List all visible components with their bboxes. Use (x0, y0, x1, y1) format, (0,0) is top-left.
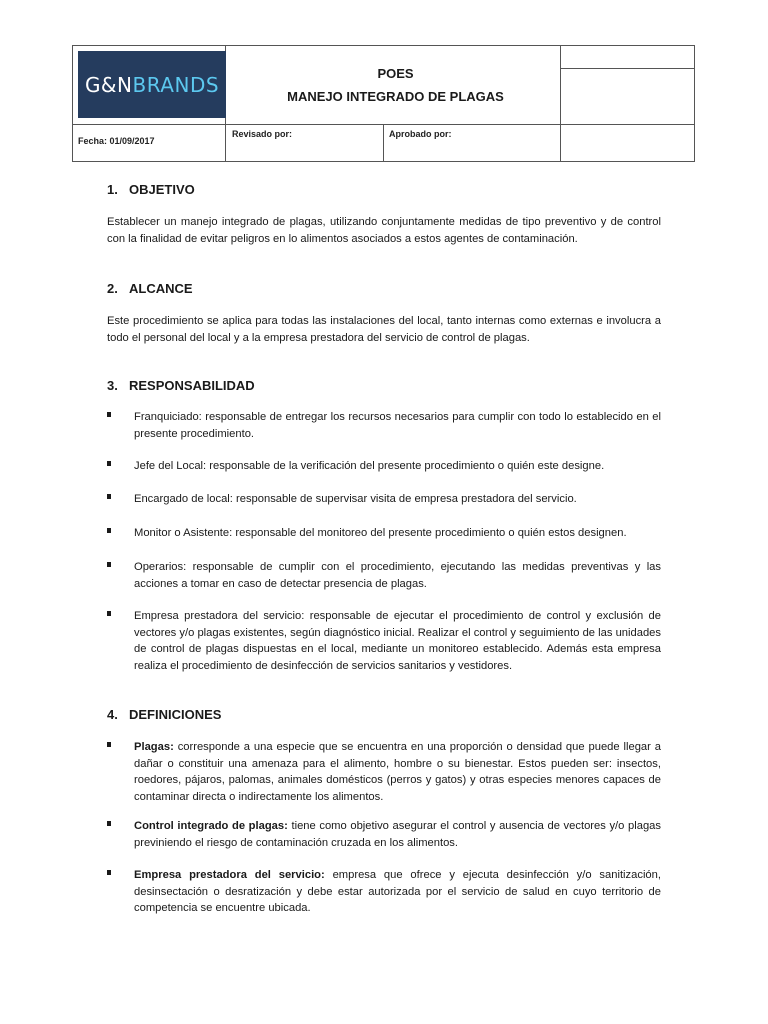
list-item: Empresa prestadora del servicio: empresa que ofrece y ejecuta desinfección y/o sanitización, desinsectación o desratización y debe estar autorizada por el servicio de salud en cuyo territorio de competencia se encuentre ubicada. (107, 867, 661, 917)
definition-term: Empresa prestadora del servicio: (134, 869, 325, 881)
bullet-icon (107, 611, 111, 616)
list-item: Plagas: corresponde a una especie que se encuentra en una proporción o densidad que puede llegar a dañar o constituir una amenaza para el alimento, hombre o su bienestar. Estos pueden ser: insectos, roedores, pájaros, palomas, animales domésticos (perros y gatos) y otras especies menores capaces de contaminar directa o indirectamente los alimentos. (107, 739, 661, 805)
list-item: Operarios: responsable de cumplir con el procedimiento, ejecutando las medidas preventivas y las acciones a tomar en caso de detectar presencia de plagas. (107, 559, 661, 592)
bullet-icon (107, 821, 111, 826)
section-text-alcance: Este procedimiento se aplica para todas las instalaciones del local, tanto internas como externas e involucra a todo el personal del local y a la empresa prestadora del servicio de control de plagas. (107, 315, 661, 344)
date-label: Fecha: 01/09/2017 (78, 136, 155, 146)
bullet-icon (107, 461, 111, 466)
section-title-alcance: 2. ALCANCE (107, 281, 193, 296)
section-title-responsabilidad: 3. RESPONSABILIDAD (107, 378, 255, 393)
list-item: Franquiciado: responsable de entregar los recursos necesarios para cumplir con todo lo establecido en el presente procedimiento. (107, 409, 661, 442)
reviewed-by-label: Revisado por: (232, 129, 293, 139)
header-table (72, 45, 695, 162)
bullet-icon (107, 870, 111, 875)
definition-term: Plagas: (134, 741, 174, 753)
brand-logo (78, 51, 226, 118)
list-item: Encargado de local: responsable de supervisar visita de empresa prestadora del servicio. (107, 491, 661, 508)
section-text-objetivo: Establecer un manejo integrado de plagas, utilizando conjuntamente medidas de tipo preventivo y de control con la finalidad de evitar peligros en lo alimentos asociados a estos agentes de contaminación. (107, 216, 661, 245)
list-item: Monitor o Asistente: responsable del monitoreo del presente procedimiento o quién estos designen. (107, 525, 661, 542)
bullet-icon (107, 412, 111, 417)
logo-text: G&NBRANDS (84, 72, 220, 97)
approved-by-label: Aprobado por: (389, 129, 452, 139)
bullet-icon (107, 528, 111, 533)
bullet-icon (107, 562, 111, 567)
document-code: POES (377, 66, 414, 81)
section-title-objetivo: 1. OBJETIVO (107, 182, 195, 197)
section-title-definiciones: 4. DEFINICIONES (107, 707, 222, 722)
bullet-icon (107, 742, 111, 747)
list-item: Control integrado de plagas: tiene como objetivo asegurar el control y ausencia de vectores y/o plagas previniendo el riesgo de contaminación cruzada en los alimentos. (107, 818, 661, 851)
list-item: Jefe del Local: responsable de la verificación del presente procedimiento o quién este designe. (107, 458, 661, 475)
document-title-block (231, 46, 560, 124)
document-title: MANEJO INTEGRADO DE PLAGAS (287, 89, 504, 104)
bullet-icon (107, 494, 111, 499)
list-item: Empresa prestadora del servicio: responsable de ejecutar el procedimiento de control y exclusión de vectores y/o plagas existentes, según diagnóstico inicial. Realizar el control y seguimiento de las unidades de control de plagas dispuestas en el local, mediante un monitoreo establecido. Además esta empresa realiza el procedimiento de desinfección de servicios sanitarios y vestidores. (107, 608, 661, 674)
definition-term: Control integrado de plagas: (134, 820, 288, 832)
